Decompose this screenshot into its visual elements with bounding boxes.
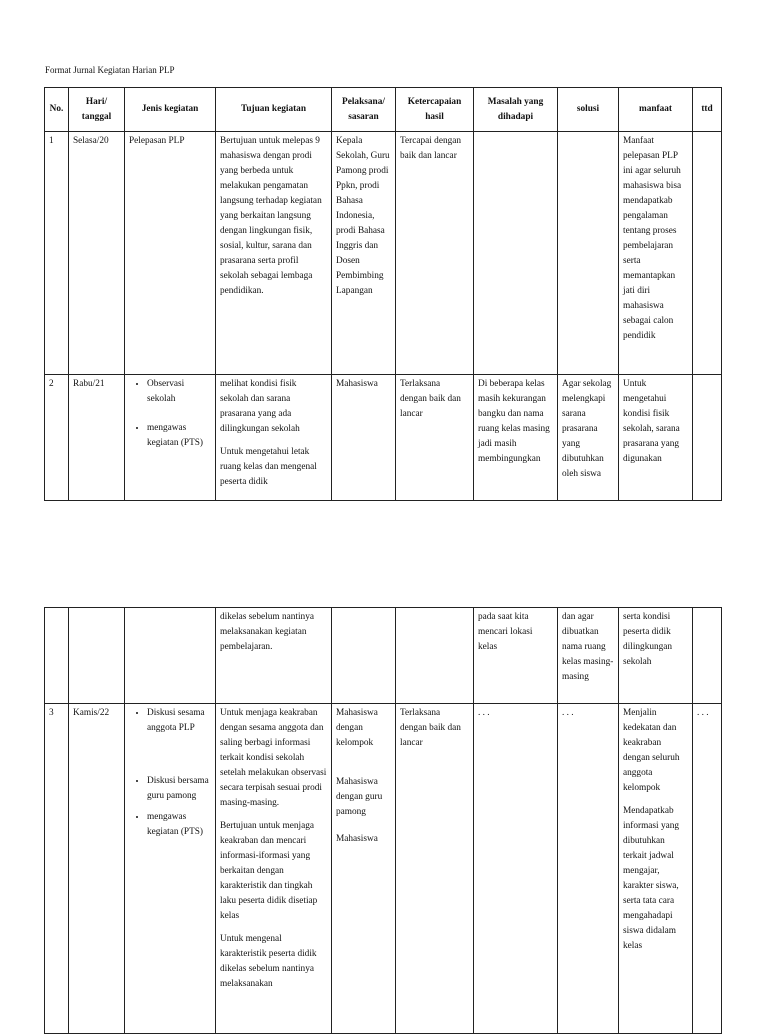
header-no: No. bbox=[45, 88, 69, 132]
table-row bbox=[45, 132, 722, 375]
row-achievement: Terlaksana dengan baik dan lancar bbox=[396, 375, 474, 501]
list-item: • mengawas kegiatan (PTS) bbox=[147, 810, 211, 840]
header-jenis-kegiatan: Jenis kegiatan bbox=[125, 88, 216, 132]
row-number: 3 bbox=[45, 704, 69, 1034]
row-day: Rabu/21 bbox=[69, 375, 125, 501]
row-solution: . . . bbox=[558, 704, 619, 1034]
row-signature bbox=[693, 132, 722, 375]
row-activity: Pelepasan PLP bbox=[125, 132, 216, 375]
header-masalah: Masalah yang dihadapi bbox=[474, 88, 558, 132]
row-signature bbox=[693, 375, 722, 501]
benefit-paragraph: Menjalin kedekatan dan keakraban dengan seluruh anggota kelompok bbox=[623, 708, 680, 793]
row-number: 2 bbox=[45, 375, 69, 501]
header-ketercapaian-hasil: Ketercapaian hasil bbox=[396, 88, 474, 132]
executor-paragraph: Mahasiswa bbox=[336, 834, 378, 844]
row-executor bbox=[332, 608, 396, 704]
goal-paragraph: Bertujuan untuk menjaga keakraban dan mencari informasi-iformasi yang berkaitan dengan karakteristik dan tingkah laku peserta didik disetiap kelas bbox=[220, 821, 318, 921]
row-executor: Mahasiswa bbox=[332, 375, 396, 501]
executor-paragraph: Mahasiswa dengan kelompok bbox=[336, 708, 378, 748]
header-ttd: ttd bbox=[693, 88, 722, 132]
table-row bbox=[45, 375, 722, 501]
header-hari-tanggal: Hari/ tanggal bbox=[69, 88, 125, 132]
row-day bbox=[69, 608, 125, 704]
row-benefit: Untuk mengetahui kondisi fisik sekolah, sarana prasarana yang digunakan bbox=[619, 375, 693, 501]
goal-paragraph: Untuk menjaga keakraban dengan sesama anggota dan saling berbagi informasi terkait kondisi sekolah setelah melakukan observasi secara terpisah sesuai prodi masing-masing. bbox=[220, 708, 327, 808]
goal-paragraph: Untuk mengetahui letak ruang kelas dan mengenal peserta didik bbox=[220, 447, 317, 487]
header-pelaksana-sasaran: Pelaksana/ sasaran bbox=[332, 88, 396, 132]
activity-list bbox=[129, 377, 211, 451]
row-benefit bbox=[619, 704, 693, 1034]
row-activity bbox=[125, 375, 216, 501]
row-number bbox=[45, 608, 69, 704]
row-executor bbox=[332, 704, 396, 1034]
row-activity bbox=[125, 608, 216, 704]
row-goal: dikelas sebelum nantinya melaksanakan kegiatan pembelajaran. bbox=[216, 608, 332, 704]
row-goal bbox=[216, 375, 332, 501]
row-problem: Di beberapa kelas masih kekurangan bangku dan nama ruang kelas masing jadi masih membingungkan bbox=[474, 375, 558, 501]
goal-paragraph: Untuk mengenal karakteristik peserta didik dikelas sebelum nantinya melaksanakan bbox=[220, 934, 317, 989]
row-number: 1 bbox=[45, 132, 69, 375]
row-goal bbox=[216, 704, 332, 1034]
activity-list bbox=[129, 706, 211, 840]
row-problem bbox=[474, 132, 558, 375]
list-item: • Diskusi bersama guru pamong bbox=[147, 774, 211, 804]
row-executor: Kepala Sekolah, Guru Pamong prodi Ppkn, prodi Bahasa Indonesia, prodi Bahasa Inggris dan Dosen Pembimbing Lapangan bbox=[332, 132, 396, 375]
row-solution: dan agar dibuatkan nama ruang kelas masing-masing bbox=[558, 608, 619, 704]
goal-paragraph: melihat kondisi fisik sekolah dan sarana prasarana yang ada dilingkungan sekolah bbox=[220, 379, 300, 434]
benefit-paragraph: Mendapatkab informasi yang dibutuhkan terkait jadwal mengajar, karakter siswa, serta tata cara mengahadapi siswa didalam kelas bbox=[623, 806, 680, 951]
journal-table bbox=[44, 87, 722, 501]
row-achievement bbox=[396, 608, 474, 704]
list-item: • Diskusi sesama anggota PLP bbox=[147, 706, 211, 736]
row-achievement: Terlaksana dengan baik dan lancar bbox=[396, 704, 474, 1034]
list-item: • Observasi sekolah bbox=[147, 377, 211, 407]
row-activity bbox=[125, 704, 216, 1034]
row-signature: . . . bbox=[693, 704, 722, 1034]
row-day: Kamis/22 bbox=[69, 704, 125, 1034]
row-achievement: Tercapai dengan baik dan lancar bbox=[396, 132, 474, 375]
document-title: Format Jurnal Kegiatan Harian PLP bbox=[45, 65, 175, 75]
row-signature bbox=[693, 608, 722, 704]
header-solusi: solusi bbox=[558, 88, 619, 132]
row-benefit: serta kondisi peserta didik dilingkungan sekolah bbox=[619, 608, 693, 704]
table-row bbox=[45, 608, 722, 704]
row-problem: pada saat kita mencari lokasi kelas bbox=[474, 608, 558, 704]
row-solution bbox=[558, 132, 619, 375]
table-row bbox=[45, 704, 722, 1034]
header-manfaat: manfaat bbox=[619, 88, 693, 132]
row-solution: Agar sekolag melengkapi sarana prasarana yang dibutuhkan oleh siswa bbox=[558, 375, 619, 501]
list-item: • mengawas kegiatan (PTS) bbox=[147, 421, 211, 451]
header-tujuan-kegiatan: Tujuan kegiatan bbox=[216, 88, 332, 132]
row-day: Selasa/20 bbox=[69, 132, 125, 375]
executor-paragraph: Mahasiswa dengan guru pamong bbox=[336, 777, 383, 817]
header-row bbox=[45, 88, 722, 132]
journal-table-continued bbox=[44, 607, 722, 1034]
row-problem: . . . bbox=[474, 704, 558, 1034]
row-benefit: Manfaat pelepasan PLP ini agar seluruh mahasiswa bisa mendapatkab pengalaman tentang proses pembelajaran serta memantapkan jati diri mahasiswa sebagai calon pendidik bbox=[619, 132, 693, 375]
row-goal: Bertujuan untuk melepas 9 mahasiswa dengan prodi yang berbeda untuk melakukan pengamatan langsung terhadap kegiatan yang berkaitan langsung dengan lingkungan fisik, sosial, kultur, sarana dan prasarana serta profil sekolah sebagai lembaga pendidikan. bbox=[216, 132, 332, 375]
